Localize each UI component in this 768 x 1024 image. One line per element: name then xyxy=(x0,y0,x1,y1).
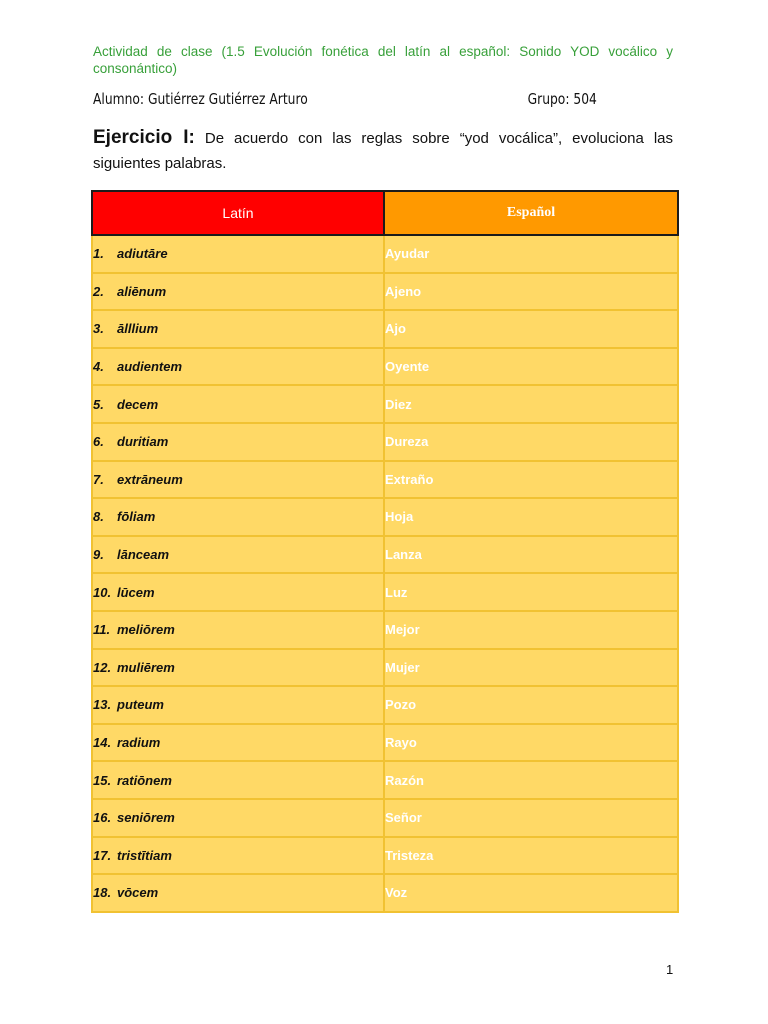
latin-word: duritiam xyxy=(117,434,169,450)
latin-word: muliērem xyxy=(117,659,175,675)
row-number: 17. xyxy=(93,847,112,863)
espanol-word: Señor xyxy=(384,799,678,837)
latin-cell xyxy=(92,611,384,649)
latin-word: puteum xyxy=(117,697,164,713)
table-row xyxy=(92,310,678,348)
activity-header: Actividad de clase (1.5 Evolución fonética del latín al español: Sonido YOD vocálico y consonántico) xyxy=(93,44,673,76)
latin-word: lūcem xyxy=(117,584,155,600)
row-number: 10. xyxy=(93,584,112,600)
espanol-word: Dureza xyxy=(384,423,678,461)
row-number: 15. xyxy=(93,772,112,788)
table-row xyxy=(92,235,678,273)
latin-cell xyxy=(92,461,384,499)
student-name: Alumno: Gutiérrez Gutiérrez Arturo xyxy=(93,90,308,108)
exercise-statement xyxy=(93,125,673,176)
latin-cell xyxy=(92,837,384,875)
exercise-title: Ejercicio I: xyxy=(93,127,195,148)
table-row xyxy=(92,724,678,762)
latin-cell xyxy=(92,310,384,348)
latin-cell xyxy=(92,348,384,386)
espanol-word: Ajo xyxy=(384,310,678,348)
table-row xyxy=(92,799,678,837)
row-number: 5. xyxy=(93,396,104,412)
table-row xyxy=(92,536,678,574)
latin-cell xyxy=(92,273,384,311)
row-number: 4. xyxy=(93,359,104,375)
latin-cell xyxy=(92,536,384,574)
espanol-word: Pozo xyxy=(384,686,678,724)
table-row xyxy=(92,761,678,799)
latin-word: aliēnum xyxy=(117,283,167,299)
latin-cell xyxy=(92,235,384,273)
row-number: 8. xyxy=(93,509,104,525)
latin-cell xyxy=(92,423,384,461)
espanol-word: Lanza xyxy=(384,536,678,574)
espanol-word: Ayudar xyxy=(384,235,678,273)
espanol-word: Razón xyxy=(384,761,678,799)
latin-word: extrāneum xyxy=(117,471,183,487)
latin-cell xyxy=(92,649,384,687)
exercise-instruction: De acuerdo con las reglas sobre “yod vocálica”, evoluciona las siguientes palabras. xyxy=(93,130,673,172)
row-number: 11. xyxy=(93,622,111,638)
espanol-word: Extraño xyxy=(384,461,678,499)
row-number: 9. xyxy=(93,547,104,563)
row-number: 3. xyxy=(93,321,104,337)
latin-word: radium xyxy=(117,735,161,751)
table-row xyxy=(92,423,678,461)
table-row xyxy=(92,385,678,423)
header-latin: Latín xyxy=(92,191,384,235)
vocabulary-table xyxy=(91,190,679,913)
row-number: 2. xyxy=(93,283,104,299)
row-number: 14. xyxy=(93,735,112,751)
latin-word: lānceam xyxy=(117,547,170,563)
latin-cell xyxy=(92,385,384,423)
latin-word: vōcem xyxy=(117,885,159,901)
latin-word: ālllium xyxy=(117,321,159,337)
latin-cell xyxy=(92,573,384,611)
table-row xyxy=(92,874,678,912)
latin-word: adiutāre xyxy=(117,246,168,262)
latin-word: decem xyxy=(117,396,159,412)
table-row xyxy=(92,686,678,724)
espanol-word: Ajeno xyxy=(384,273,678,311)
row-number: 7. xyxy=(93,471,104,487)
student-info xyxy=(93,90,597,112)
header-espanol: Español xyxy=(384,191,678,235)
table-row xyxy=(92,649,678,687)
row-number: 18. xyxy=(93,885,112,901)
latin-word: meliōrem xyxy=(117,622,175,638)
row-number: 6. xyxy=(93,434,104,450)
espanol-word: Mejor xyxy=(384,611,678,649)
latin-word: seniōrem xyxy=(117,810,175,826)
table-row xyxy=(92,611,678,649)
espanol-word: Oyente xyxy=(384,348,678,386)
latin-cell xyxy=(92,799,384,837)
table-row xyxy=(92,461,678,499)
table-header-row xyxy=(92,191,678,235)
espanol-word: Diez xyxy=(384,385,678,423)
latin-cell xyxy=(92,874,384,912)
espanol-word: Tristeza xyxy=(384,837,678,875)
latin-cell xyxy=(92,498,384,536)
page-number: 1 xyxy=(666,962,674,977)
latin-cell xyxy=(92,724,384,762)
espanol-word: Rayo xyxy=(384,724,678,762)
latin-cell xyxy=(92,686,384,724)
table-row xyxy=(92,273,678,311)
row-number: 16. xyxy=(93,810,112,826)
latin-word: tristītiam xyxy=(117,847,172,863)
espanol-word: Hoja xyxy=(384,498,678,536)
espanol-word: Luz xyxy=(384,573,678,611)
latin-word: fōliam xyxy=(117,509,156,525)
espanol-word: Voz xyxy=(384,874,678,912)
group-number: Grupo: 504 xyxy=(527,90,597,108)
table-row xyxy=(92,498,678,536)
row-number: 13. xyxy=(93,697,112,713)
row-number: 1. xyxy=(93,246,104,262)
table-row xyxy=(92,348,678,386)
latin-cell xyxy=(92,761,384,799)
row-number: 12. xyxy=(93,659,112,675)
latin-word: audientem xyxy=(117,359,183,375)
table-row xyxy=(92,837,678,875)
table-row xyxy=(92,573,678,611)
latin-word: ratiōnem xyxy=(117,772,172,788)
espanol-word: Mujer xyxy=(384,649,678,687)
